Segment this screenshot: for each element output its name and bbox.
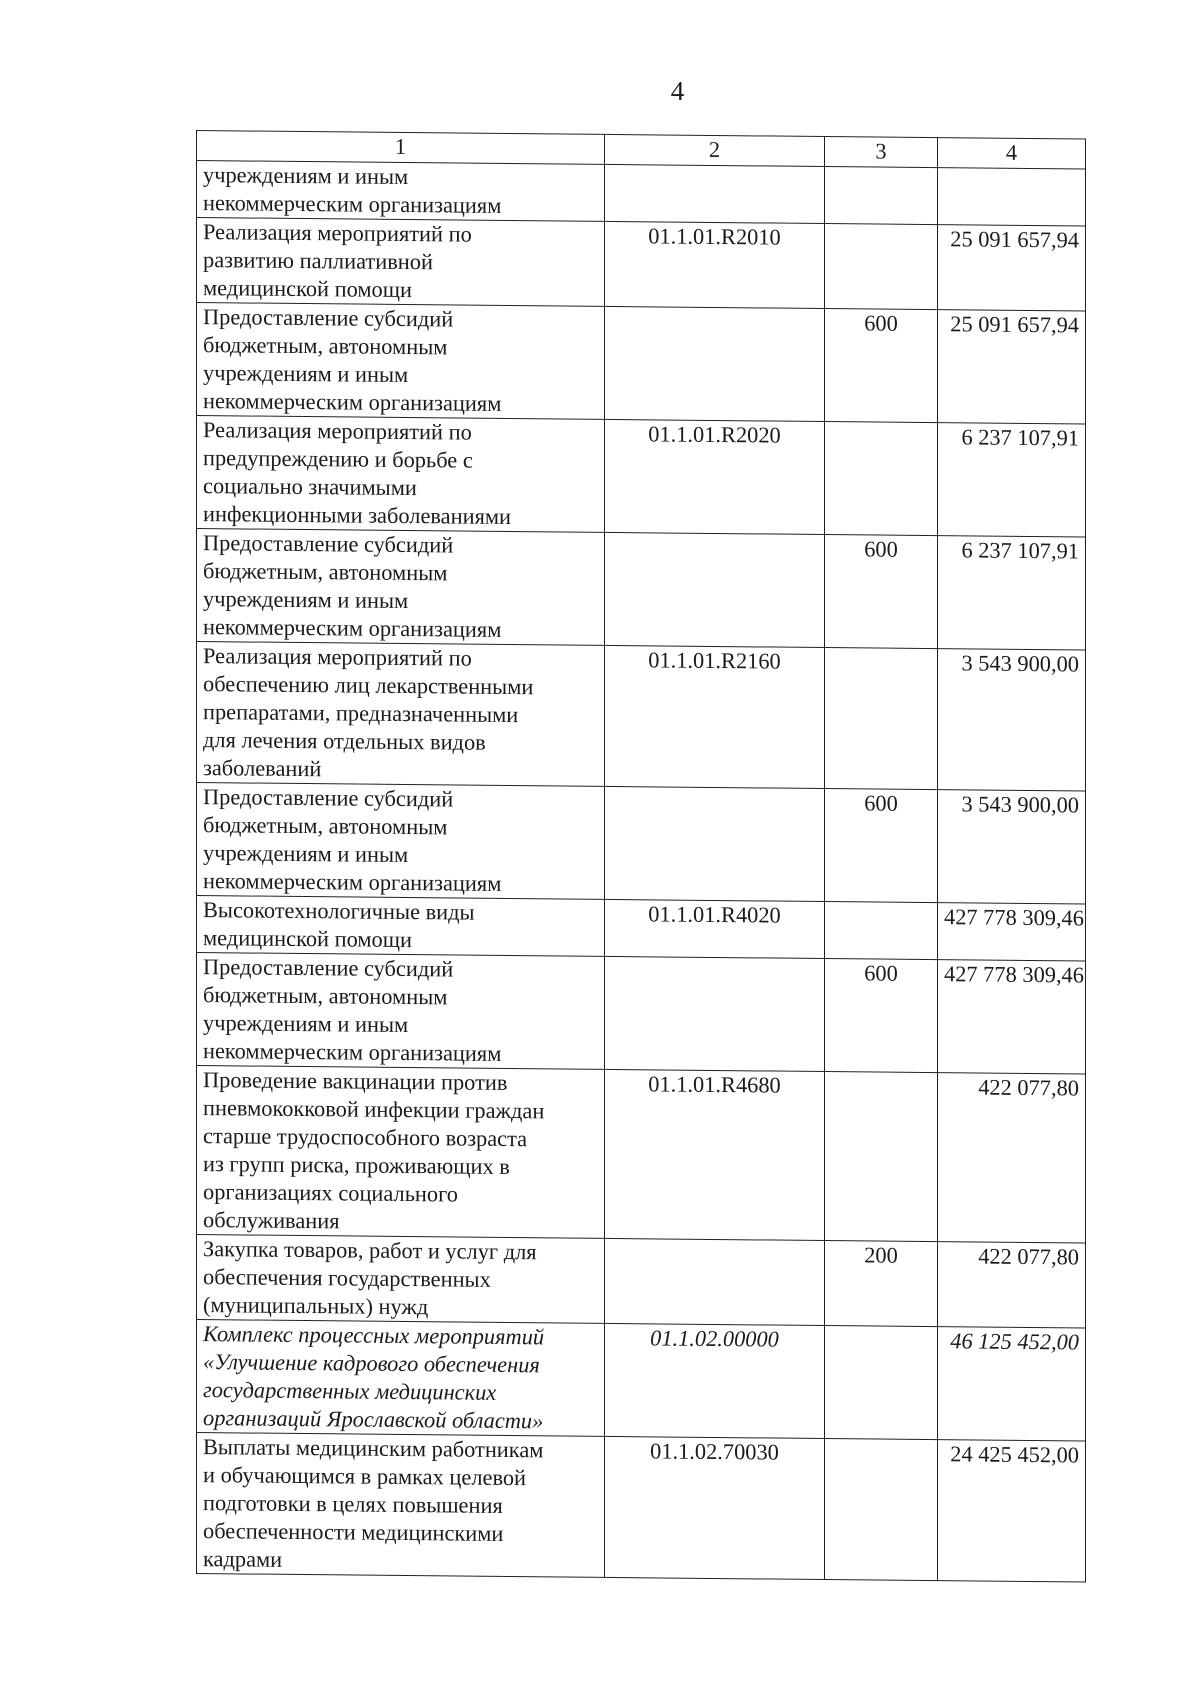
item-name-cell: Реализация мероприятий по развитию паллиативной медицинской помощи [197, 218, 605, 307]
target-article-code-cell: 01.1.02.00000 [605, 1323, 825, 1438]
expenditure-type-cell [825, 648, 938, 790]
item-name-cell: Реализация мероприятий по предупреждению и борьбе с социально значимыми инфекционными заболеваниями [197, 416, 605, 533]
expenditure-type-cell [825, 1439, 938, 1581]
target-article-code-cell: 01.1.01.R4680 [605, 1069, 825, 1240]
expenditure-type-cell: 600 [825, 789, 938, 903]
expenditure-type-cell [825, 167, 938, 225]
item-name-cell: Предоставление субсидий бюджетным, автономным учреждениям и иным некоммерческим организациям [197, 953, 605, 1070]
table-row [197, 218, 1086, 312]
expenditure-type-cell: 600 [825, 959, 938, 1073]
amount-cell: 6 237 107,91 [938, 423, 1086, 537]
table-row [197, 161, 1086, 227]
page-number: 4 [670, 76, 685, 106]
table-row [197, 1066, 1086, 1244]
amount-cell: 427 778 309,46 [938, 903, 1086, 961]
amount-cell: 3 543 900,00 [938, 790, 1086, 904]
target-article-code-cell [605, 306, 825, 421]
item-name-cell: Предоставление субсидий бюджетным, автономным учреждениям и иным некоммерческим организациям [197, 303, 605, 420]
item-name-cell: Предоставление субсидий бюджетным, автономным учреждениям и иным некоммерческим организациям [197, 529, 605, 646]
item-name-cell: Проведение вакцинации против пневмококковой инфекции граждан старше трудоспособного возраста из групп риска, проживающих в организациях социального обслуживания [197, 1066, 605, 1239]
amount-cell: 6 237 107,91 [938, 536, 1086, 650]
target-article-code-cell: 01.1.02.70030 [605, 1436, 825, 1579]
target-article-code-cell: 01.1.01.R2010 [605, 221, 825, 308]
table-row [197, 1433, 1086, 1583]
expenditure-type-cell [825, 224, 938, 310]
target-article-code-cell [605, 1238, 825, 1325]
amount-cell: 24 425 452,00 [938, 1440, 1086, 1582]
target-article-code-cell: 01.1.01.R2020 [605, 419, 825, 534]
table-row [197, 1235, 1086, 1329]
expenditure-type-cell: 600 [825, 535, 938, 649]
amount-cell: 25 091 657,94 [938, 310, 1086, 424]
target-article-code-cell [605, 532, 825, 647]
header-col-2: 2 [605, 134, 825, 166]
header-col-3: 3 [825, 137, 938, 168]
amount-cell: 422 077,80 [938, 1242, 1086, 1328]
table-row [197, 303, 1086, 425]
target-article-code-cell [605, 786, 825, 901]
amount-cell: 25 091 657,94 [938, 225, 1086, 311]
table-row [197, 783, 1086, 905]
table-row [197, 896, 1086, 962]
table-row [197, 642, 1086, 792]
item-name-cell: Комплекс процессных мероприятий «Улучшение кадрового обеспечения государственных медицинских организаций Ярославской области» [197, 1320, 605, 1437]
expenditure-type-cell: 600 [825, 309, 938, 423]
item-name-cell: Предоставление субсидий бюджетным, автономным учреждениям и иным некоммерческим организациям [197, 783, 605, 900]
target-article-code-cell [605, 164, 825, 223]
amount-cell: 422 077,80 [938, 1073, 1086, 1243]
amount-cell: 427 778 309,46 [938, 960, 1086, 1074]
expenditure-type-cell [825, 1326, 938, 1440]
table-row [197, 416, 1086, 538]
item-name-cell: Высокотехнологичные виды медицинской помощи [197, 896, 605, 957]
header-col-1: 1 [197, 131, 605, 165]
expenditure-type-cell: 200 [825, 1241, 938, 1327]
item-name-cell: Закупка товаров, работ и услуг для обеспечения государственных (муниципальных) нужд [197, 1235, 605, 1324]
target-article-code-cell: 01.1.01.R4020 [605, 899, 825, 958]
amount-cell [938, 168, 1086, 226]
table-row [197, 953, 1086, 1075]
target-article-code-cell [605, 956, 825, 1071]
target-article-code-cell: 01.1.01.R2160 [605, 645, 825, 788]
item-name-cell: Выплаты медицинским работникам и обучающимся в рамках целевой подготовки в целях повышения обеспеченности медицинскими кадрами [197, 1433, 605, 1578]
expenditure-type-cell [825, 422, 938, 536]
table-row [197, 529, 1086, 651]
item-name-cell: учреждениям и иным некоммерческим организациям [197, 161, 605, 222]
budget-table [196, 130, 1086, 1583]
expenditure-type-cell [825, 902, 938, 960]
item-name-cell: Реализация мероприятий по обеспечению лиц лекарственными препаратами, предназначенными для лечения отдельных видов заболеваний [197, 642, 605, 787]
header-col-4: 4 [938, 138, 1086, 169]
table-row [197, 1320, 1086, 1442]
expenditure-type-cell [825, 1072, 938, 1242]
amount-cell: 3 543 900,00 [938, 649, 1086, 791]
amount-cell: 46 125 452,00 [938, 1327, 1086, 1441]
